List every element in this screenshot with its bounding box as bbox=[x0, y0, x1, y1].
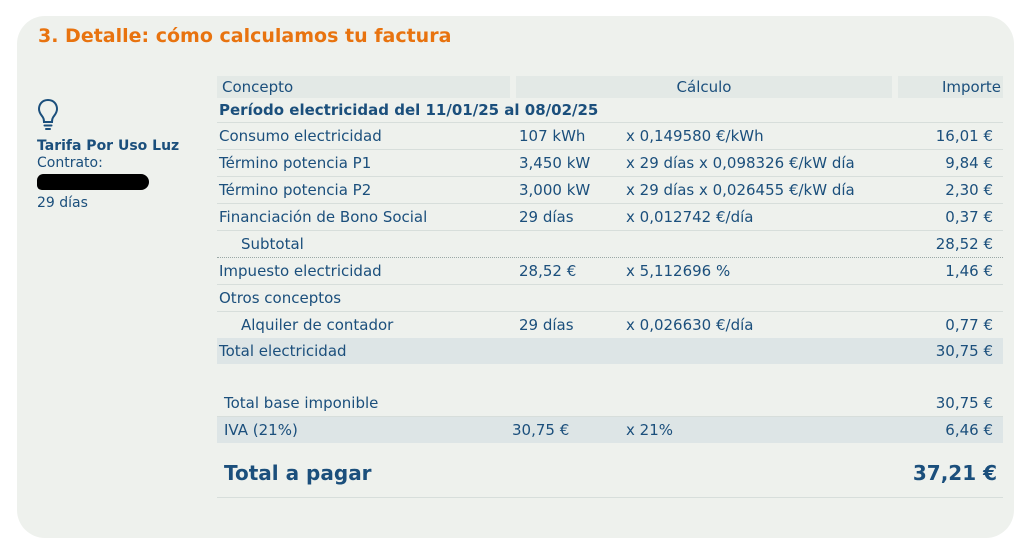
row-importe: 6,46 € bbox=[945, 421, 993, 439]
total-electricidad-row bbox=[217, 338, 1003, 364]
subtotal-row bbox=[217, 231, 1003, 258]
row-concepto: Consumo electricidad bbox=[219, 127, 382, 145]
row-cantidad: 3,000 kW bbox=[519, 181, 591, 199]
redacted-contract-number bbox=[37, 174, 149, 190]
table-row bbox=[217, 258, 1003, 285]
row-concepto: Impuesto electricidad bbox=[219, 262, 382, 280]
row-cantidad: 107 kWh bbox=[519, 127, 586, 145]
row-concepto: Término potencia P1 bbox=[219, 154, 372, 172]
row-cantidad: 29 días bbox=[519, 208, 574, 226]
table-row bbox=[217, 177, 1003, 204]
row-importe: 28,52 € bbox=[935, 235, 993, 253]
row-concepto: IVA (21%) bbox=[224, 421, 298, 439]
row-formula: x 29 días x 0,098326 €/kW día bbox=[626, 154, 855, 172]
row-concepto: Término potencia P2 bbox=[219, 181, 372, 199]
row-importe: 30,75 € bbox=[935, 394, 993, 412]
total-a-pagar-row bbox=[217, 449, 1003, 498]
row-formula: x 29 días x 0,026455 €/kW día bbox=[626, 181, 855, 199]
period-row bbox=[217, 98, 1003, 123]
row-concepto: Otros conceptos bbox=[219, 289, 342, 307]
row-formula: x 0,026630 €/día bbox=[626, 316, 754, 334]
section-title: 3. Detalle: cómo calculamos tu factura bbox=[38, 25, 452, 47]
row-concepto: Total electricidad bbox=[219, 342, 347, 360]
contract-label: Contrato: bbox=[37, 155, 103, 171]
row-importe: 1,46 € bbox=[945, 262, 993, 280]
row-formula: x 0,149580 €/kWh bbox=[626, 127, 764, 145]
row-cantidad: 29 días bbox=[519, 316, 574, 334]
row-cantidad: 30,75 € bbox=[512, 421, 570, 439]
row-formula: x 5,112696 % bbox=[626, 262, 731, 280]
iva-row bbox=[217, 417, 1003, 443]
row-concepto: Alquiler de contador bbox=[241, 316, 394, 334]
table-row bbox=[217, 312, 1003, 338]
table-row bbox=[217, 150, 1003, 177]
row-cantidad: 28,52 € bbox=[519, 262, 577, 280]
row-importe: 0,77 € bbox=[945, 316, 993, 334]
tariff-name: Tarifa Por Uso Luz bbox=[37, 138, 180, 154]
table-row bbox=[217, 123, 1003, 150]
row-formula: x 21% bbox=[626, 421, 673, 439]
billing-days: 29 días bbox=[37, 195, 88, 211]
invoice-detail-table bbox=[217, 76, 1003, 498]
row-importe: 2,30 € bbox=[945, 181, 993, 199]
table-row bbox=[217, 285, 1003, 312]
lightbulb-icon bbox=[37, 98, 59, 132]
header-concepto: Concepto bbox=[217, 76, 510, 98]
row-concepto: Total base imponible bbox=[224, 394, 379, 412]
row-formula: x 0,012742 €/día bbox=[626, 208, 754, 226]
row-importe: 9,84 € bbox=[945, 154, 993, 172]
row-cantidad: 3,450 kW bbox=[519, 154, 591, 172]
header-importe: Importe bbox=[898, 76, 1003, 98]
row-concepto: Financiación de Bono Social bbox=[219, 208, 428, 226]
period-label: Período electricidad del 11/01/25 al 08/02/25 bbox=[219, 101, 599, 119]
spacer bbox=[217, 364, 1003, 390]
row-importe: 0,37 € bbox=[945, 208, 993, 226]
total-amount: 37,21 € bbox=[912, 461, 997, 485]
header-calculo: Cálculo bbox=[516, 76, 892, 98]
base-imponible-row bbox=[217, 390, 1003, 417]
table-header bbox=[217, 76, 1003, 98]
table-row bbox=[217, 204, 1003, 231]
row-concepto: Subtotal bbox=[241, 235, 304, 253]
contract-sidebar bbox=[37, 98, 202, 213]
row-importe: 16,01 € bbox=[935, 127, 993, 145]
total-label: Total a pagar bbox=[224, 461, 372, 485]
row-importe: 30,75 € bbox=[935, 342, 993, 360]
